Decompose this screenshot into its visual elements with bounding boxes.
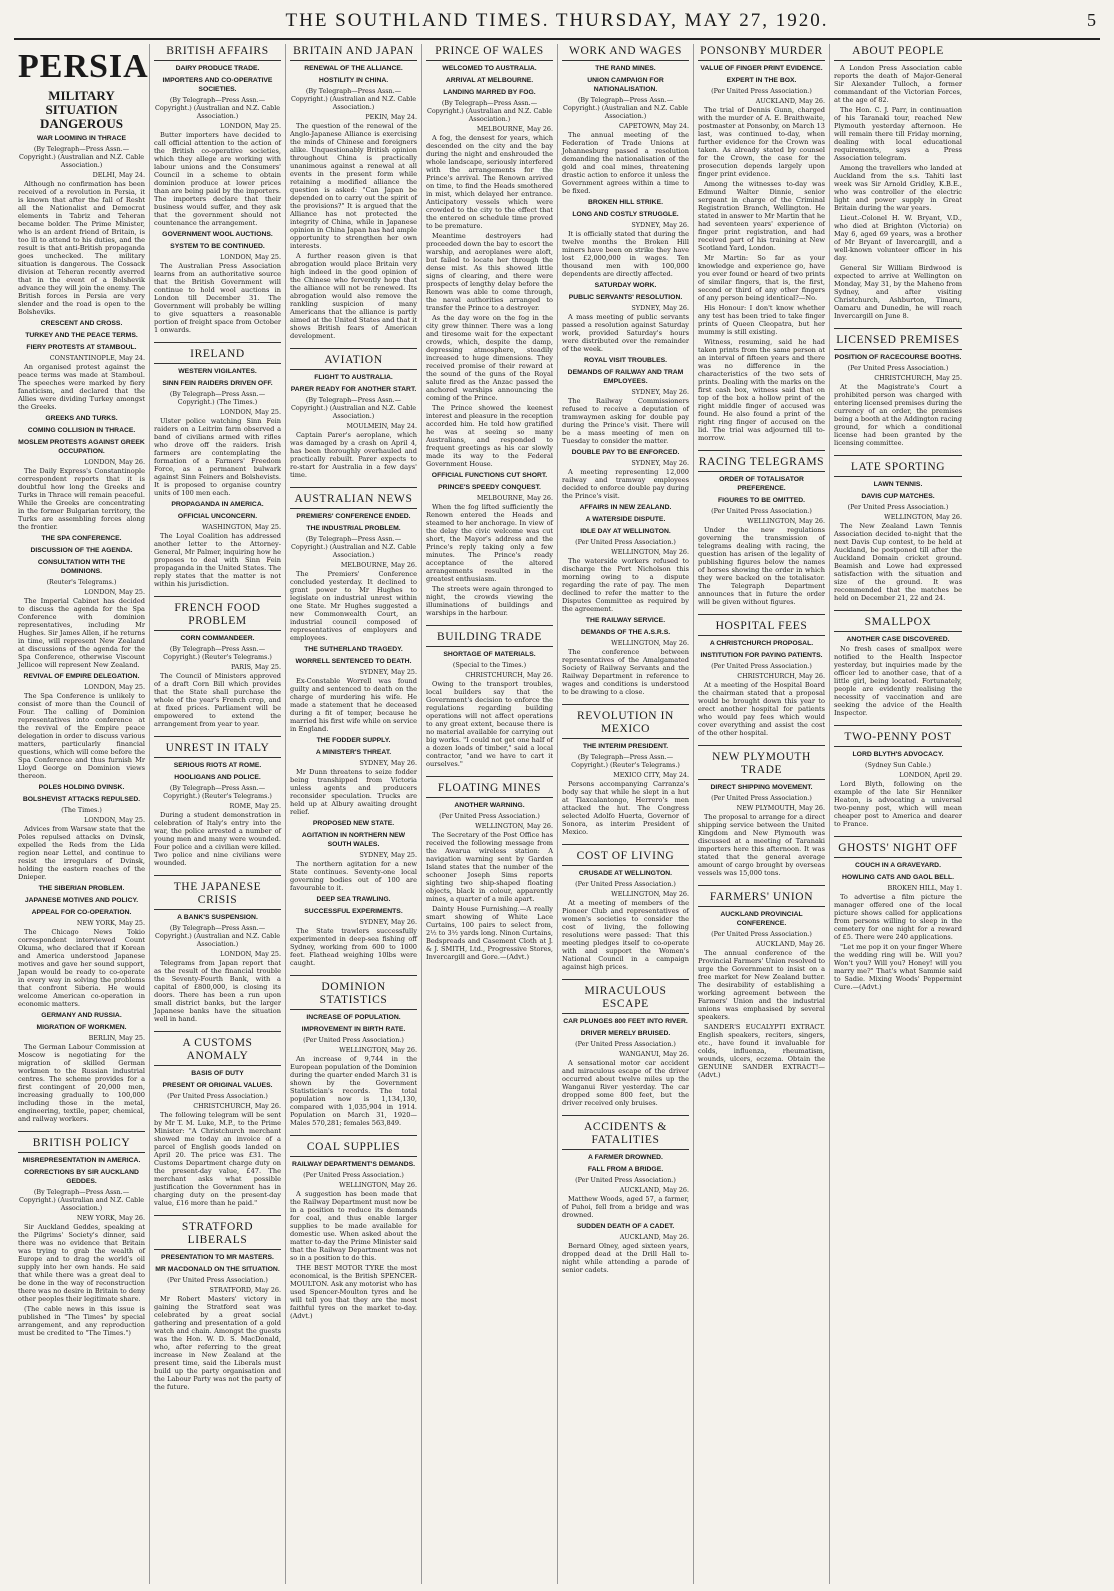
caption: A BANK'S SUSPENSION. bbox=[177, 914, 258, 921]
caption: A CHRISTCHURCH PROPOSAL. bbox=[709, 640, 814, 647]
caption: HOWLING CATS AND GAOL BELL. bbox=[841, 874, 954, 881]
paragraph: The Premiers' Conference concluded yesterday. It declined to grant power to Mr Hughes to legislate on industrial unrest within one State. Mr Hughes suggested a new Commonwealth Court, an industrial council composed of representatives of employers and employees. bbox=[290, 570, 417, 642]
paragraph: The annual meeting of the Federation of Trade Unions at Johannesburg passed a resolution demanding the nationalisation of the gold and coal mines, threatening drastic action to enforce it unless the Government agrees within a time to be fixed. bbox=[562, 131, 689, 195]
source-line: (Per United Press Association.) bbox=[711, 87, 812, 95]
dateline: AUCKLAND, May 26. bbox=[755, 97, 825, 105]
caption: DRIVER MERELY BRUISED. bbox=[580, 1030, 671, 1037]
paragraph: The northern agitation for a new State continues. Seventy-one local governing bodies out of 100 are favourable to it. bbox=[290, 860, 417, 892]
section-headline: BUILDING TRADE bbox=[426, 625, 553, 647]
dateline: NEW YORK, May 26. bbox=[76, 1214, 145, 1222]
caption: BOLSHEVIST ATTACKS REPULSED. bbox=[22, 796, 141, 803]
dateline: WELLINGTON, May 26. bbox=[611, 548, 689, 556]
caption: INCREASE OF POPULATION. bbox=[306, 1014, 401, 1021]
source-line: (By Telegraph—Press Assn.—Copyright.) (Reuter's Telegrams.) bbox=[163, 784, 272, 800]
section-headline: COAL SUPPLIES bbox=[290, 1135, 417, 1157]
paragraph: Advices from Warsaw state that the Poles repulsed attacks on Dvinsk, expelled the Reds from the Lida region near Lettel, and continue to resist the irregulars of Dvinsk, holding the eastern reaches of the Dnieper. bbox=[18, 825, 145, 881]
caption: RENEWAL OF THE ALLIANCE. bbox=[304, 65, 403, 72]
caption: THE FODDER SUPPLY. bbox=[316, 737, 391, 744]
column-6 bbox=[694, 44, 830, 1584]
caption: RAILWAY DEPARTMENT'S DEMANDS. bbox=[291, 1161, 416, 1168]
dateline: NEW YORK, May 25. bbox=[76, 919, 145, 927]
caption: GREEKS AND TURKS. bbox=[45, 415, 118, 422]
paragraph: No fresh cases of smallpox were notified to the Health Inspector yesterday, but inquiries made by the officer led to another case, that of a little girl, being located. Fortunately, people are evidently realising the necessity of vaccination and are seeking the advice of the Health Inspector. bbox=[834, 645, 962, 717]
caption: EXPERT IN THE BOX. bbox=[726, 77, 797, 84]
paragraph: When the fog lifted sufficiently the Renown entered the Heads and steamed to her anchorage. In view of the delay the civic welcome was cut short, the Mayor's address and the Prince's reply taking only a few minutes. The Prince's ready acceptance of the altered arrangements resulted in the greatest enthusiasm. bbox=[426, 503, 553, 583]
paragraph: The streets were again thronged to night, the crowds viewing the illuminations of buildings and warships in the harbour. bbox=[426, 585, 553, 617]
page-number: 5 bbox=[1087, 10, 1096, 30]
caption: DEMANDS OF THE A.S.R.S. bbox=[580, 629, 671, 636]
column-headline: ABOUT PEOPLE bbox=[834, 45, 962, 61]
paragraph: The trial of Dennis Gunn, charged with the murder of A. E. Braithwaite, postmaster at Ponsonby, on March 13 last, was continued to-day, when further evidence for the Crown was taken. As already stated by counsel for the Crown, the case for the prosecution depends largely upon finger print evidence. bbox=[698, 106, 825, 178]
caption: PROPOSED NEW STATE. bbox=[312, 820, 395, 827]
caption: WAR LOOMING IN THRACE bbox=[36, 135, 127, 142]
caption: THE SUTHERLAND TRAGEDY. bbox=[304, 646, 403, 653]
dateline: SYDNEY, May 25. bbox=[359, 668, 417, 676]
caption: MISREPRESENTATION IN AMERICA. bbox=[22, 1157, 141, 1164]
section-headline: AUSTRALIAN NEWS bbox=[290, 487, 417, 509]
source-line: (The Times.) bbox=[61, 806, 102, 814]
caption: AFFAIRS IN NEW ZEALAND. bbox=[579, 504, 672, 511]
paragraph: Ex-Constable Worrell was found guilty and sentenced to death on the charge of murdering his wife. He made a statement that he deceased during a fit of temper, because he married his first wife while on service in England. bbox=[290, 677, 417, 733]
dateline: CAPETOWN, May 24. bbox=[619, 122, 689, 130]
paragraph: Telegrams from Japan report that as the result of the financial trouble the Seventy-Fourth Bank, with a capital of £800,000, is closing its doors. There has been a run upon small district banks, but the larger Japanese banks have the situation well in hand. bbox=[154, 959, 281, 1023]
paragraph: Matthew Woods, aged 57, a farmer, of Puhoi, fell from a bridge and was drowned. bbox=[562, 1195, 689, 1219]
caption: A FARMER DROWNED. bbox=[588, 1154, 663, 1161]
section-headline: BRITISH POLICY bbox=[18, 1131, 145, 1153]
source-line: (By Telegraph—Press Assn.—Copyright.) (Australian and N.Z. Cable Association.) bbox=[154, 96, 281, 120]
section-headline: REVOLUTION IN MEXICO bbox=[562, 704, 689, 739]
paragraph: Butter importers have decided to call official attention to the action of the British co-operative societies, which they allege are working with labour unions and the Consumers' Council in a scheme to obtain dominion produce at lower prices than are being paid by the importers. The importers declare that their business would suffer, and they ask that the government should not countenance the arrangement. bbox=[154, 131, 281, 227]
paragraph: A suggestion has been made that the Railway Department must now be in a position to reduce its demands for coal, and thus enable larger supplies to be made available for domestic use. When asked about the matter to-day the Prime Minister said that the Railway Department was not so in a position to do this. bbox=[290, 1190, 417, 1262]
caption: GERMANY AND RUSSIA. bbox=[41, 1012, 122, 1019]
dateline: LONDON, May 25. bbox=[220, 253, 281, 261]
paragraph: Witness, resuming, said he had taken prints from the same person at an interval of fifteen years and there was no difference in the characteristics of the two sets of prints. Dealing with the marks on the first cash box, witness said that on top of the box a hollow print of the right middle finger of accused was found. He also found a print of the right ring finger of accused on the lid. The trial was adjourned till to-morrow. bbox=[698, 338, 825, 442]
source-line: (Per United Press Association.) bbox=[711, 794, 812, 802]
dateline: WELLINGTON, May 26. bbox=[475, 822, 553, 830]
section-headline: STRATFORD LIBERALS bbox=[154, 1215, 281, 1250]
caption: PROPAGANDA IN AMERICA. bbox=[171, 501, 264, 508]
dateline: MEXICO CITY, May 24. bbox=[613, 771, 689, 779]
paragraph: Although no confirmation has been received of a revolution in Persia, it is known that after the fall of Resht all the Nationalist and Democrat elements in Tabriz and Teheran became bolder. The Prime Minister, who is an ardent friend of Britain, is too ill to attend to his duties, and the result is that anti-British propaganda goes unchecked. The military situation is dangerous. The Cossack division at Teheran recently averred that in the event of a Bolshevik advance they will join the enemy. The British forces in Persia are very slender and the road is open to the Bolsheviks. bbox=[18, 180, 145, 316]
column-headline: BRITAIN AND JAPAN bbox=[290, 45, 417, 61]
source-line: (By Telegraph—Press Assn.—Copyright.) (Australian and N.Z. Cable Association.) bbox=[290, 535, 417, 559]
paragraph: The question of the renewal of the Anglo-Japanese Alliance is exercising the minds of Chinese and foreigners alike. Unquestionably British opinion throughout China is practically unanimous against a renewal at all events in the present form while retaining a modified alliance the question is asked: "Can Japan be depended on to carry out the spirit of the provisions?" It is argued that the Alliance has not protected the integrity of China, while in Japanese opinion in China Japan has had ample opportunity to strengthen her own interests. bbox=[290, 122, 417, 250]
source-line: (By Telegraph—Press Assn.—Copyright.) (Reuter's Telegrams.) bbox=[571, 753, 680, 769]
paragraph: Under the new regulations governing the transmission of telegrams dealing with racing, the question has arisen of the legality of publishing figures below the names of horses showing the order in which they were backed on the totalisator. The Telegraph Department announces that in future the order will be given without figures. bbox=[698, 526, 825, 606]
caption: SUCCESSFUL EXPERIMENTS. bbox=[304, 908, 403, 915]
paragraph: Bernard Olney, aged sixteen years, dropped dead at the Drill Hall to-night while attending a parade of senior cadets. bbox=[562, 1242, 689, 1274]
paragraph: Meantime destroyers had proceeded down the bay to escort the warship, and aeroplanes were aloft, but failed to locate her through the dense mist. As this showed little signs of clearing, and there were prospects of lengthy delay before the Renown was able to come through, the naval authorities arranged to transfer the Prince to a destroyer. bbox=[426, 232, 553, 312]
caption: OFFICIAL FUNCTIONS CUT SHORT. bbox=[431, 472, 548, 479]
dateline: PARIS, May 25. bbox=[230, 663, 281, 671]
paragraph: At a meeting of the Hospital Board the chairman stated that a proposal would be brought down this year to erect another hospital for patients who would pay fees which would cover everything and assist the cost of the other hospital. bbox=[698, 681, 825, 737]
caption: LONG AND COSTLY STRUGGLE. bbox=[572, 211, 679, 218]
dateline: LONDON, May 26. bbox=[84, 458, 145, 466]
dateline: WELLINGTON, May 26. bbox=[611, 890, 689, 898]
section-headline: A CUSTOMS ANOMALY bbox=[154, 1031, 281, 1066]
dateline: AUCKLAND, May 26. bbox=[755, 940, 825, 948]
paragraph: A meeting representing 12,000 railway and tramway employees decided to enforce double pay during the Prince's visit. bbox=[562, 468, 689, 500]
caption: MIGRATION OF WORKMEN. bbox=[36, 1024, 127, 1031]
source-line: (Per United Press Association.) bbox=[575, 1176, 676, 1184]
source-line: (By Telegraph—Press Assn.—Copyright.) (Reuter's Telegrams.) bbox=[163, 645, 272, 661]
section-headline: FLOATING MINES bbox=[426, 776, 553, 798]
source-line: (Per United Press Association.) bbox=[847, 503, 949, 511]
paragraph: The conference between representatives of the Amalgamated Society of Railway Servants and the Railway Department in reference to wages and conditions is understood to be drawing to a close. bbox=[562, 648, 689, 696]
caption: FIGURES TO BE OMITTED. bbox=[717, 497, 806, 504]
dateline: LONDON, May 25. bbox=[220, 950, 281, 958]
dateline: SYDNEY, May 25. bbox=[359, 851, 417, 859]
paragraph: The Railway Commissioners refused to receive a deputation of tramwaymen asking for double pay during the Prince's visit. There will be a mass meeting of men on Tuesday to consider the matter. bbox=[562, 397, 689, 445]
source-line: (Per United Press Association.) bbox=[303, 1036, 404, 1044]
paragraph: The waterside workers refused to discharge the Port Nicholson this morning owing to a dispute regarding the rate of pay. The men declined to refer the matter to the Disputes Committee as required by the agreement. bbox=[562, 557, 689, 613]
caption: CORRECTIONS BY SIR AUCKLAND GEDDES. bbox=[24, 1169, 139, 1185]
dateline: CONSTANTINOPLE, May 24. bbox=[49, 354, 145, 362]
paragraph: A mass meeting of public servants passed a resolution against Saturday work, provided Saturday's hours were distributed over the remainder of the week. bbox=[562, 313, 689, 353]
dateline: MELBOURNE, May 26. bbox=[476, 125, 553, 133]
paragraph: The Hon. C. J. Parr, in continuation of his Taranaki tour, reached New Plymouth yesterday afternoon. He will remain there till Friday morning, dealing with local educational requirements, says a Press Association telegram. bbox=[834, 106, 962, 162]
paragraph: The Spa Conference is unlikely to consist of more than the Council of Four. The calling of Dominion representatives into conference at the revival of the Empire peace delegation in order to discuss various matters, particularly financial questions, which will come before the Spa Conference and thus furnish Mr Lloyd George on Dominion views thereon. bbox=[18, 692, 145, 780]
caption: LORD BLYTH'S ADVOCACY. bbox=[852, 751, 944, 758]
caption: ANOTHER CASE DISCOVERED. bbox=[846, 636, 950, 643]
caption: MOSLEM PROTESTS AGAINST GREEK OCCUPATION. bbox=[18, 439, 145, 455]
section-headline: GHOSTS' NIGHT OFF bbox=[834, 836, 962, 858]
caption: FIERY PROTESTS AT STAMBOUL. bbox=[26, 344, 137, 351]
source-line: (By Telegraph—Press Assn.—Copyright.) (The Times.) bbox=[169, 390, 266, 406]
source-line: (Per United Press Association.) bbox=[303, 1171, 404, 1179]
caption: PRESENTATION TO MR MASTERS. bbox=[161, 1254, 274, 1261]
caption: AUCKLAND PROVINCIAL CONFERENCE. bbox=[720, 911, 803, 927]
source-line: (Per United Press Association.) bbox=[575, 880, 676, 888]
column-4 bbox=[422, 44, 558, 1584]
dateline: WASHINGTON, May 25. bbox=[202, 523, 281, 531]
caption: SHORTAGE OF MATERIALS. bbox=[443, 651, 536, 658]
dateline: LONDON, May 25. bbox=[220, 122, 281, 130]
section-headline: HOSPITAL FEES bbox=[698, 614, 825, 636]
column-headline: WORK AND WAGES bbox=[562, 45, 689, 61]
caption: TURKEY AND THE PEACE TERMS. bbox=[25, 332, 138, 339]
dateline: LONDON, May 25. bbox=[84, 588, 145, 596]
dateline: LONDON, May 25. bbox=[84, 683, 145, 691]
section-headline: DOMINION STATISTICS bbox=[290, 975, 417, 1010]
caption: THE RAILWAY SERVICE. bbox=[585, 617, 666, 624]
dateline: MOULMEIN, May 24. bbox=[346, 422, 417, 430]
source-line: (By Telegraph—Press Assn.—Copyright.) (Australian and N.Z. Cable Association.) bbox=[18, 1188, 145, 1212]
paragraph: "Let me pop it on your finger Where the wedding ring will be. Will you? Won't you? Will you? Honey! will you marry me?" That's what Sammie said to Sadie. Mixing Woods' Peppermint Cure.—(Advt.) bbox=[834, 943, 962, 991]
dateline: CHRISTCHURCH, May 25. bbox=[874, 374, 962, 382]
paragraph: The following telegram will be sent by Mr T. M. Luke, M.P., to the Prime Minister: "A Christchurch merchant showed me today an invoice of a parcel of English goods landed on April 20. The price was £31. The Customs Department charge duty on the present-day value, £47. The merchant asks what possible justification the Government has in charging duty on the present-day value, £16 more than he paid." bbox=[154, 1111, 281, 1207]
caption: THE SIBERIAN PROBLEM. bbox=[38, 885, 125, 892]
caption: CRUSADE AT WELLINGTON. bbox=[578, 870, 673, 877]
caption: BROKEN HILL STRIKE. bbox=[587, 199, 664, 206]
caption: PRINCE'S SPEEDY CONQUEST. bbox=[438, 484, 541, 491]
caption: THE INTERIM PRESIDENT. bbox=[582, 743, 669, 750]
dateline: SYDNEY, May 26. bbox=[359, 918, 417, 926]
paragraph: The Prince showed the keenest interest and pleasure in the reception accorded him. He told how gratified he was at seeing so many Australians, and responded to frequent greetings as his car slowly made its way to the Federal Government House. bbox=[426, 404, 553, 468]
dateline: CHRISTCHURCH, May 26. bbox=[737, 672, 825, 680]
caption: CONSULTATION WITH THE DOMINIONS. bbox=[37, 559, 126, 575]
paragraph: Ulster police watching Sinn Fein raiders on a Leitrim farm observed a band of civilians armed with rifles who drove off the raiders. Irish farmers are contemplating the formation of a Farmers' Freedom Force, as a permanent bulwark against Sinn Feiners and Bolshevists. It is proposed to organise country units of 100 men each. bbox=[154, 417, 281, 497]
dateline: SYDNEY, May 26. bbox=[631, 221, 689, 229]
caption: DEMANDS OF RAILWAY AND TRAM EMPLOYEES. bbox=[567, 369, 684, 385]
caption: IMPROVEMENT IN BIRTH RATE. bbox=[301, 1026, 406, 1033]
dateline: NEW PLYMOUTH, May 26. bbox=[736, 804, 825, 812]
caption: POSITION OF RACECOURSE BOOTHS. bbox=[834, 354, 962, 361]
caption: JAPANESE MOTIVES AND POLICY. bbox=[24, 897, 139, 904]
paragraph: The Secretary of the Post Office has received the following message from the Awarua wireless station: A navigation warning sent by Garden Island states that the number of the schooner Joseph Sims reports sighting two ship-shaped floating objects, black in colour, apparently mines, a quarter of a mile apart. bbox=[426, 831, 553, 903]
section-headline: LATE SPORTING bbox=[834, 455, 962, 477]
caption: SUDDEN DEATH OF A CADET. bbox=[576, 1223, 675, 1230]
source-line: (By Telegraph—Press Assn.—Copyright.) (Australian and N.Z. Cable Association.) bbox=[290, 87, 417, 111]
caption: POLES HOLDING DVINSK. bbox=[38, 784, 125, 791]
column-grid bbox=[14, 44, 1102, 1584]
dateline: WANGANUI, May 26. bbox=[619, 1050, 689, 1058]
caption: APPEAL FOR CO-OPERATION. bbox=[31, 909, 132, 916]
paragraph: General Sir William Birdwood is expected to arrive at Wellington on Monday, May 31, by the Maheno from Sydney, and after visiting Christchurch, Ashburton, Timaru, Oamaru and Dunedin, he will reach Invercargill on June 8. bbox=[834, 264, 962, 320]
section-headline: COST OF LIVING bbox=[562, 844, 689, 866]
source-line: (By Telegraph—Press Assn.—Copyright.) (Australian and N.Z. Cable Association.) bbox=[426, 99, 553, 123]
dateline: LONDON, May 25. bbox=[220, 408, 281, 416]
column-2 bbox=[150, 44, 286, 1584]
section-headline: AVIATION bbox=[290, 348, 417, 370]
dateline: WELLINGTON, May 26. bbox=[339, 1046, 417, 1054]
source-line: (Per United Press Association.) bbox=[439, 812, 540, 820]
caption: IDLE DAY AT WELLINGTON. bbox=[580, 528, 671, 535]
source-line: (Per United Press Association.) bbox=[711, 930, 812, 938]
caption: SYSTEM TO BE CONTINUED. bbox=[170, 243, 265, 250]
dateline: MELBOURNE, May 26. bbox=[476, 494, 553, 502]
column-headline: PERSIA bbox=[18, 48, 149, 85]
source-line: (By Telegraph—Press Assn.—Copyright.) (Australian and N.Z. Cable Association.) bbox=[154, 924, 281, 948]
section-headline: THE JAPANESE CRISIS bbox=[154, 875, 281, 910]
caption: SERIOUS RIOTS AT ROME. bbox=[173, 762, 262, 769]
paragraph: An increase of 9,744 in the European population of the Dominion during the quarter ended March 31 is shown by the Government Statistician's records. The total population now is 1,134,130, compared with 1,035,904 in 1914. Population on March 31, 1920—Males 570,281; females 563,849. bbox=[290, 1055, 417, 1127]
source-line: (By Telegraph—Press Assn.—Copyright.) (Australian and N.Z. Cable Association.) bbox=[18, 145, 145, 169]
caption: WORRELL SENTENCED TO DEATH. bbox=[295, 658, 412, 665]
caption: THE RAND MINES. bbox=[595, 65, 656, 72]
paragraph: The Council of Ministers approved of a draft Corn Bill which provides that the State shall purchase the whole of the year's French crop, and at fixed prices. Parliament will be empowered to extend the arrangement from year to year. bbox=[154, 672, 281, 728]
dateline: SYDNEY, May 26. bbox=[631, 459, 689, 467]
paragraph: Mr Martin: So far as your knowledge and experience go, have you ever found or heard of two prints of similar fingers, that is, the first, second or third of any other fingers of any person being identical?—No. bbox=[698, 254, 825, 302]
paragraph: An organised protest against the peace terms was made at Stamboul. The speeches were marked by fiery fanaticism, and declared that the Allies were dividing Turkey amongst the Greeks. bbox=[18, 363, 145, 411]
paragraph: The Imperial Cabinet has decided to discuss the agenda for the Spa Conference with dominion representatives, including Mr Hughes. Sir James Allen, if he returns in time, will represent New Zealand at discussions of the agenda for the Spa Conference, otherwise Viscount Jellicoe will represent New Zealand. bbox=[18, 597, 145, 669]
dateline: AUCKLAND, May 26. bbox=[619, 1186, 689, 1194]
dateline: LONDON, April 29. bbox=[899, 771, 962, 779]
paragraph: The Australian Press Association learns from an authoritative source that the British Government will continue to hold wool auctions in London till December 31. The Government will probably be willing to give squatters a reasonable portion of freight space from October 1 onwards. bbox=[154, 262, 281, 334]
section-headline: RACING TELEGRAMS bbox=[698, 450, 825, 472]
section-headline: NEW PLYMOUTH TRADE bbox=[698, 745, 825, 780]
caption: GOVERNMENT WOOL AUCTIONS. bbox=[162, 231, 273, 238]
caption: THE SPA CONFERENCE. bbox=[41, 535, 122, 542]
caption: FLIGHT TO AUSTRALIA. bbox=[314, 374, 393, 381]
caption: SATURDAY WORK. bbox=[594, 282, 657, 289]
paragraph: Sir Auckland Geddes, speaking at the Pilgrims' Society's dinner, said there was no evidence that Britain was trying to grab the wealth of Europe and to drag the world's oil supply into her own hands. He said that while there was a great deal to be done in the way of reconstruction there was no desire in Britain to deny other peoples their legitimate share. bbox=[18, 1223, 145, 1303]
section-headline: FARMERS' UNION bbox=[698, 885, 825, 907]
section-headline: TWO-PENNY POST bbox=[834, 725, 962, 747]
caption: FALL FROM A BRIDGE. bbox=[587, 1166, 664, 1173]
source-line: (Sydney Sun Cable.) bbox=[865, 761, 931, 769]
column-7 bbox=[830, 44, 966, 1584]
section-headline: FRENCH FOOD PROBLEM bbox=[154, 596, 281, 631]
source-line: (Per United Press Association.) bbox=[167, 1276, 268, 1284]
dateline: PEKIN, May 24. bbox=[365, 113, 417, 121]
paragraph: THE BEST MOTOR TYRE the most economical, is the British SPENCER-MOULTON. Ask any motorist who has used Spencer-Moulton tyres and he will tell you that they are the most faithful tyres on the market to-day. (Advt.) bbox=[290, 1264, 417, 1320]
source-line: (Per United Press Association.) bbox=[167, 1092, 268, 1100]
caption: IMPORTERS AND CO-OPERATIVE SOCIETIES. bbox=[162, 77, 273, 93]
paragraph: Among the witnesses to-day was Edmund Walter Dinnie, senior sergeant in charge of the Criminal Registration Branch, Wellington. He stated in answer to Mr Martin that he had seventeen years' experience of finger print registration, and had received part of his training at New Scotland Yard, London. bbox=[698, 180, 826, 252]
paragraph: A fog, the densest for years, which descended on the city and the bay during the night and enshrouded the whole landscape, seriously interfered with the arrangements for the Prince's arrival. The Renown arrived on time, to find the Heads smothered in mist, which delayed her entrance. Anticipatory vessels which were crowded to the city to the effect that the entered on schedule time proved to be premature. bbox=[426, 134, 553, 230]
dateline: ROME, May 25. bbox=[229, 802, 281, 810]
section-headline: LICENSED PREMISES bbox=[834, 328, 962, 350]
source-line: (Per United Press Association.) bbox=[575, 1040, 676, 1048]
caption: DAIRY PRODUCE TRADE. bbox=[175, 65, 260, 72]
source-line: (Per United Press Association.) bbox=[711, 662, 812, 670]
caption: PRESENT OR ORIGINAL VALUES. bbox=[162, 1082, 273, 1089]
caption: DIRECT SHIPPING MOVEMENT. bbox=[710, 784, 813, 791]
caption: COMING COLLISION IN THRACE. bbox=[27, 427, 136, 434]
column-5 bbox=[558, 44, 694, 1584]
masthead-title: THE SOUTHLAND TIMES. THURSDAY, MAY 27, 1920. bbox=[285, 10, 829, 31]
caption: DEEP SEA TRAWLING. bbox=[316, 896, 391, 903]
section-headline: IRELAND bbox=[154, 342, 281, 364]
dateline: SYDNEY, May 26. bbox=[631, 304, 689, 312]
caption: ARRIVAL AT MELBOURNE. bbox=[445, 77, 534, 84]
paragraph: Dainty House Furnishing.—A really smart showing of White Lace Curtains, 100 pairs to select from, 2½ to 3½ yards long. Ninon Curtains, Bedspreads and Casement Cloth at J. & J. SMITH, Ltd., Progressive Stores, Invercargill and Gore.—(Advt.) bbox=[426, 905, 553, 961]
paragraph: Mr Robert Masters' victory in gaining the Stratford seat was celebrated by a great social gathering and presentation of a gold watch and chain. Amongst the guests was the Hon. W. D. S. MacDonald, who, after referring to the great increase in New Zealand at the present time, said the Liberals must build up the party organisation and the Labour Party was not the party of the future. bbox=[154, 1295, 281, 1391]
dateline: SYDNEY, May 26. bbox=[631, 388, 689, 396]
paragraph: The Chicago News Tokio correspondent interviewed Count Okuma, who declared that if Korean and America understood Japanese motives and gave her sound support, Japan would be ready to co-operate in every way in solving the problems that confront Siberia. He would welcome American co-operation in economic matters. bbox=[18, 928, 145, 1008]
column-headline: PRINCE OF WALES bbox=[426, 45, 553, 61]
caption: DISCUSSION OF THE AGENDA. bbox=[30, 547, 133, 554]
caption: MR MACDONALD ON THE SITUATION. bbox=[155, 1266, 280, 1273]
masthead bbox=[14, 4, 1100, 40]
paragraph: Persons accompanying Carranza's body say that while he slept in a hut at Tlaxcalantongo, Herrero's men attacked the hut. The Congress selected Adolfo Huerta, Governor of Sonora, as interim President of Mexico. bbox=[562, 780, 689, 836]
caption: SINN FEIN RAIDERS DRIVEN OFF. bbox=[162, 380, 273, 387]
caption: PARER READY FOR ANOTHER START. bbox=[290, 386, 417, 393]
caption: HOSTILITY IN CHINA. bbox=[318, 77, 389, 84]
section-headline: MIRACULOUS ESCAPE bbox=[562, 979, 689, 1014]
paragraph: To advertise a film picture the manager offered one of the local picture shows called for applications from persons willing to sleep in the cemetery for one night for a reward of £5. There were 240 applications. bbox=[834, 893, 962, 941]
caption: WESTERN VIGILANTES. bbox=[178, 368, 257, 375]
paragraph: During a student demonstration in celebration of Italy's entry into the war, the police arrested a number of young men and many were wounded. Four police and a civilian were killed. Two police and nine civilians were wounded. bbox=[154, 811, 281, 867]
caption: CAR PLUNGES 800 FEET INTO RIVER. bbox=[563, 1018, 688, 1025]
paragraph: SANDER'S EUCALYPTI EXTRACT. English speakers, reciters, singers, etc., have found it invaluable for colds, influenza, rheumatism, wounds, ulcers, eczema. Obtain the GENUINE SANDER EXTRACT!—(Advt.) bbox=[698, 1023, 825, 1079]
dateline: AUCKLAND, May 26. bbox=[619, 1233, 689, 1241]
dateline: WELLINGTON, May 26. bbox=[747, 517, 825, 525]
source-line: (By Telegraph—Press Assn.—Copyright.) (Australian and N.Z. Cable Association.) bbox=[562, 96, 689, 120]
dateline: SYDNEY, May 26. bbox=[359, 759, 417, 767]
caption: AGITATION IN NORTHERN NEW SOUTH WALES. bbox=[301, 832, 406, 848]
paragraph: The State trawlers successfully experimented in deep-sea fishing off Sydney, working from 600 to 1000 feet. Flathead weighing 10lbs were caught. bbox=[290, 927, 417, 967]
caption: CORN COMMANDEER. bbox=[180, 635, 255, 642]
dateline: WELLINGTON, May 26. bbox=[884, 513, 962, 521]
caption: THE INDUSTRIAL PROBLEM. bbox=[306, 525, 401, 532]
caption: A WATERSIDE DISPUTE. bbox=[585, 516, 666, 523]
caption: PREMIERS' CONFERENCE ENDED. bbox=[296, 513, 411, 520]
paragraph: A sensational motor car accident and miraculous escape of the driver occurred about twelve miles up the Wanganui River yesterday. The car dropped some 800 feet, but the driver received only bruises. bbox=[562, 1059, 689, 1107]
dateline: CHRISTCHURCH, May 26. bbox=[465, 671, 553, 679]
paragraph: As the day wore on the fog in the city grew thinner. There was a long and tiresome wait for the expectant crowds, which, despite the damp, depressing atmosphere, steadily increased to huge dimensions. They received promise of their reward at the sound of the guns of the Royal salute fired as the Anzac passed the anchored warships announcing the coming of the Prince. bbox=[426, 314, 553, 402]
caption: ANOTHER WARNING. bbox=[454, 802, 525, 809]
dateline: WELLINGTON, May 26. bbox=[611, 639, 689, 647]
section-headline: UNREST IN ITALY bbox=[154, 736, 281, 758]
dateline: STRATFORD, May 26. bbox=[209, 1286, 281, 1294]
caption: VALUE OF FINGER PRINT EVIDENCE. bbox=[700, 65, 823, 72]
paragraph: A London Press Association cable reports the death of Major-General Sir Alexander Tulloch, a former commandant of the Victorian Forces, at the age of 82. bbox=[834, 64, 962, 104]
caption: ROYAL VISIT TROUBLES. bbox=[583, 357, 668, 364]
caption: HOOLIGANS AND POLICE. bbox=[174, 774, 261, 781]
paragraph: The Loyal Coalition has addressed another letter to the Attorney-General, Mr Palmer, inquiring how he proposes to deal with Sinn Fein propaganda in the United States. The reply states that the matter is not within his jurisdiction. bbox=[154, 532, 281, 588]
caption: DAVIS CUP MATCHES. bbox=[861, 493, 935, 500]
source-line: (Reuter's Telegrams.) bbox=[46, 578, 117, 586]
caption: INSTITUTION FOR PAYING PATIENTS. bbox=[700, 652, 823, 659]
caption: LAWN TENNIS. bbox=[873, 481, 923, 488]
caption: COUCH IN A GRAVEYARD. bbox=[855, 862, 941, 869]
dateline: BROKEN HILL, May 1. bbox=[887, 884, 962, 892]
section-headline: ACCIDENTS & FATALITIES bbox=[562, 1115, 689, 1150]
section-headline: SMALLPOX bbox=[834, 610, 962, 632]
caption: UNION CAMPAIGN FOR NATIONALISATION. bbox=[587, 77, 664, 93]
paragraph: It is officially stated that during the twelve months the Broken Hill miners have been on strike they have lost £2,000,000 in wages. Ten thousand men with 100,000 dependents are directly affected. bbox=[562, 230, 689, 278]
caption: REVIVAL OF EMPIRE DELEGATION. bbox=[23, 673, 140, 680]
column-headline: PONSONBY MURDER bbox=[698, 45, 825, 61]
dateline: BERLIN, May 25. bbox=[88, 1034, 145, 1042]
paragraph: His Honour: I don't know whether any test has been tried to take finger prints of Queen Cleopatra, but her mummy is still existing. bbox=[698, 304, 825, 336]
subheadline: MILITARY SITUATION DANGEROUS bbox=[39, 88, 124, 131]
caption: PUBLIC SERVANTS' RESOLUTION. bbox=[568, 294, 683, 301]
caption: BASIS OF DUTY bbox=[191, 1070, 244, 1077]
column-1 bbox=[14, 44, 150, 1584]
paragraph: The New Zealand Lawn Tennis Association decided to-night that the next Davis Cup contest, to be held at Auckland, be postponed till after the Auckland Domain cricket ground. Beamish and Lowe had expressed satisfaction with the situation and size of the ground. It was recommended that the matches be held on December 21, 22 and 24. bbox=[834, 522, 962, 602]
dateline: DELHI, May 24. bbox=[92, 171, 145, 179]
source-line: (By Telegraph—Press Assn.—Copyright.) (Australian and N.Z. Cable Association.) bbox=[290, 396, 417, 420]
column-headline: BRITISH AFFAIRS bbox=[154, 45, 281, 61]
paragraph: Mr Dunn threatens to seize fodder being transhipped from Victoria unless agents and producers reconsider speculation. Trucks are held up at Albury awaiting drought relief. bbox=[290, 768, 417, 816]
paragraph: Captain Parer's aeroplane, which was damaged by a crash on April 4, has been thoroughly overhauled and practically rebuilt. Parer expects to re-start for Australia in a few days' time. bbox=[290, 431, 417, 479]
caption: CRESCENT AND CROSS. bbox=[40, 320, 123, 327]
paragraph: At a meeting of members of the Pioneer Club and representatives of women's societies to consider the cost of living, the following resolutions were passed: That this meeting pledges itself to co-operate with and support the Women's National Council in a campaign against high prices. bbox=[562, 899, 689, 971]
source-line: (Special to the Times.) bbox=[452, 661, 527, 669]
paragraph: Lord Blyth, following on the example of the late Sir Henniker Heaton, is advocating a universal two-penny post, which will mean cheaper post to America and dearer to France. bbox=[834, 780, 962, 828]
paragraph: Among the travellers who landed at Auckland from the s.s. Tahiti last week was Sir Arnold Gridley, K.B.E., who was controller of the electric light and power supply in Great Britain during the war years. bbox=[834, 164, 962, 212]
paragraph: Lieut.-Colonel H. W. Bryant, V.D., who died at Brighton (Victoria) on May 6, aged 69 years, was a brother of Mr Bryant of Invercargill, and a well-known volunteer officer in his day. bbox=[834, 214, 962, 262]
paragraph: The annual conference of the Provincial Farmers' Union resolved to urge the Government to insist on a free market for New Zealand butter. The desirability of establishing a working agreement between the Farmers' Union and the industrial unions was emphasised by several speakers. bbox=[698, 949, 825, 1021]
paragraph: The German Labour Commission at Moscow is negotiating for the migration of skilled German workmen to the Russian industrial centres. The scheme provides for a first contingent of 20,000 men, increasing gradually to 100,000 including those in the metal, engineering, textile, paper, chemical, and railway workers. bbox=[18, 1043, 145, 1123]
dateline: LONDON, May 25. bbox=[84, 816, 145, 824]
paragraph: At the Magistrate's Court a prohibited person was charged with entering licensed premises during the currency of an order, the premises being a booth at the Addington racing ground, for which a conditional license had been granted by the licensing committee. bbox=[834, 383, 962, 447]
caption: WELCOMED TO AUSTRALIA. bbox=[442, 65, 537, 72]
caption: A MINISTER'S THREAT. bbox=[315, 749, 392, 756]
paragraph: Owing to the transport troubles, local builders say that the Government's decision to enforce the regulations regarding building operations will not affect operations to any great extent, because there is no material available for carrying out big works. "I could not get one half of a dozen loads of timber," said a local contractor, "and we have to cart it ourselves." bbox=[426, 680, 553, 768]
source-line: (Per United Press Association.) bbox=[575, 538, 676, 546]
dateline: CHRISTCHURCH, May 26. bbox=[193, 1102, 281, 1110]
column-3 bbox=[286, 44, 422, 1584]
paragraph: (The cable news in this issue is published in "The Times" by special arrangement, and any reproduction must be credited to "The Times.") bbox=[18, 1305, 145, 1337]
caption: ORDER OF TOTALISATOR PREFERENCE. bbox=[719, 476, 804, 492]
caption: DOUBLE PAY TO BE ENFORCED. bbox=[571, 449, 680, 456]
caption: LANDING MARRED BY FOG. bbox=[443, 89, 536, 96]
source-line: (Per United Press Association.) bbox=[847, 364, 949, 372]
dateline: MELBOURNE, May 26. bbox=[340, 561, 417, 569]
source-line: (Per United Press Association.) bbox=[711, 507, 812, 515]
paragraph: A further reason given is that abrogation would place Britain very high indeed in the good opinion of the Chinese who fervently hope that the alliance will not be renewed. Its abrogation would also remove the rankling suspicion of many Americans that the alliance is partly aimed at the United States and that it shows British fears of American development. bbox=[290, 252, 417, 340]
paragraph: The Daily Express's Constantinople correspondent reports that it is doubtful how long the Greeks and Turks in Thrace will remain peaceful. While the Greeks are concentrating in the former Bulgarian territory, the Turks are assembling forces along the frontier. bbox=[18, 467, 145, 531]
dateline: WELLINGTON, May 26. bbox=[339, 1181, 417, 1189]
paragraph: The proposal to arrange for a direct shipping service between the United Kingdom and New Plymouth was discussed at a meeting of Taranaki importers here this afternoon. It was stated that the general average amount of cargo brought by overseas vessels was 15,000 tons. bbox=[698, 813, 825, 877]
caption: OFFICIAL UNCONCERN. bbox=[177, 513, 258, 520]
